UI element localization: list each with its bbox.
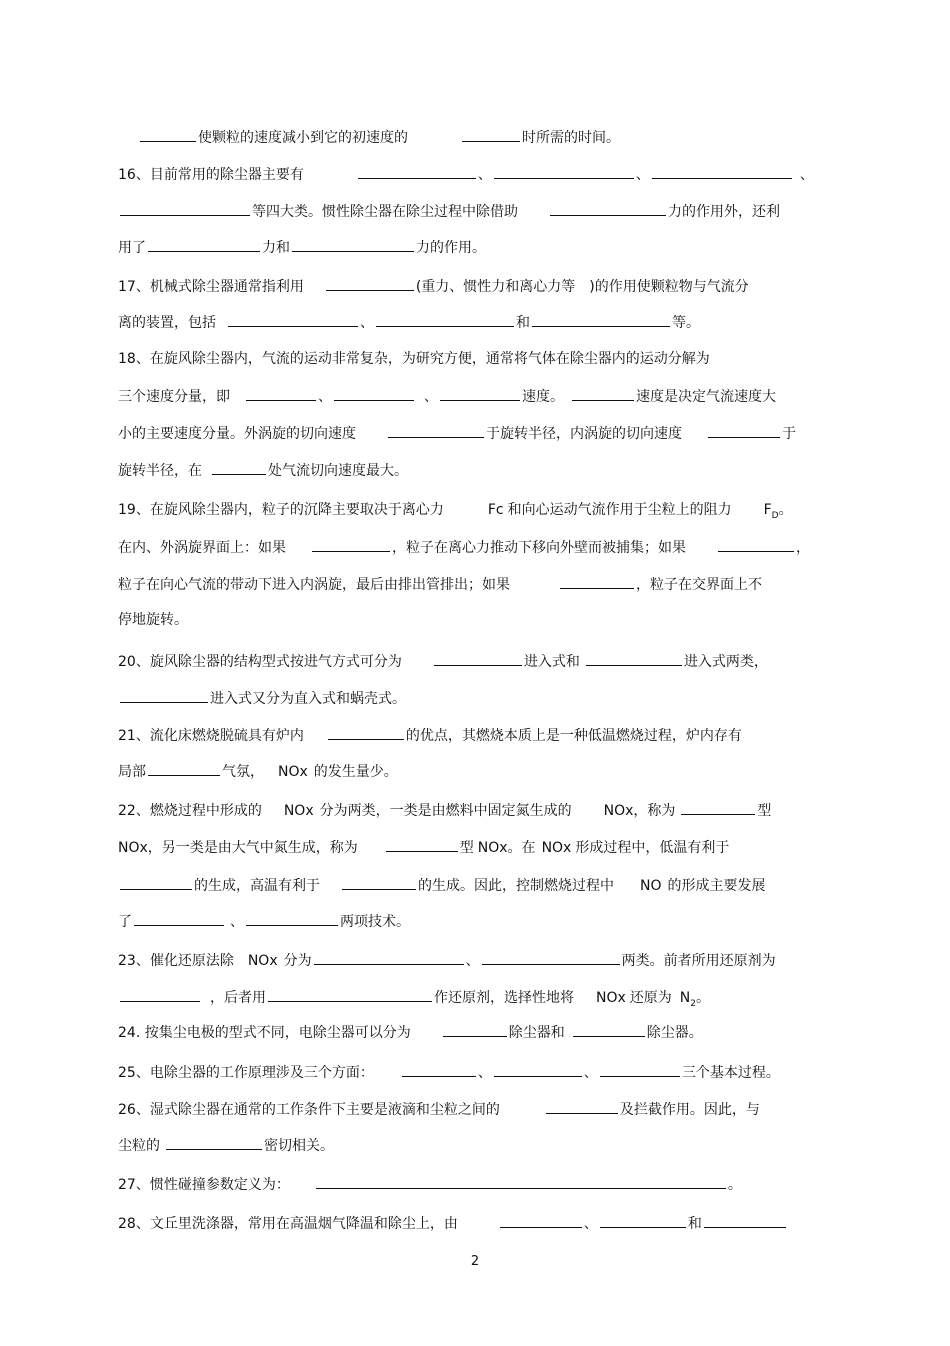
- text: 除尘器。: [646, 1025, 703, 1041]
- blank: [120, 200, 250, 216]
- text: 、: [465, 953, 480, 969]
- blank: [342, 874, 416, 890]
- question-25: 25、电除尘器的工作原理涉及三个方面：: [118, 1065, 374, 1081]
- blank: [376, 311, 514, 327]
- text: 、: [635, 167, 650, 183]
- text: 进入式和: [523, 654, 580, 670]
- text: 速度是决定气流速度大: [636, 389, 776, 405]
- text: 时所需的时间。: [522, 130, 620, 146]
- blank: [560, 573, 634, 589]
- q15-line: [138, 126, 840, 148]
- question-23: 23、催化还原法除: [118, 953, 234, 969]
- text: 密切相关。: [264, 1138, 334, 1154]
- text: 尘粒的: [118, 1138, 160, 1154]
- text: 局部: [118, 764, 146, 780]
- text: NO: [640, 878, 662, 894]
- text: 于: [782, 426, 796, 442]
- text: )的作用使颗粒物与气流分: [589, 279, 749, 295]
- text: 、: [230, 914, 244, 930]
- question-16: 16、目前常用的除尘器主要有: [118, 167, 304, 183]
- text: 进入式又分为直入式和蜗壳式。: [210, 691, 406, 707]
- question-18: 18、在旋风除尘器内，气流的运动非常复杂，为研究方便，通常将气体在除尘器内的运动分解为: [118, 351, 710, 367]
- q22-line-1: [118, 799, 840, 821]
- question-17: 17、机械式除尘器通常指利用: [118, 279, 304, 295]
- text: 粒子在向心气流的带动下进入内涡旋，最后由排出管排出；如果: [118, 577, 510, 593]
- blank: [652, 163, 792, 179]
- text: ，称为: [633, 803, 676, 819]
- blank: [148, 760, 220, 776]
- text: 和向心运动气流作用于尘粒上的阻力: [507, 502, 732, 518]
- q19-line-4: [118, 610, 840, 630]
- text: 形成过程中，低温有利于: [575, 840, 730, 856]
- blank: [120, 687, 208, 703]
- blank: [546, 1098, 618, 1114]
- q26-line-2: [118, 1134, 840, 1156]
- text: 、: [477, 1065, 492, 1081]
- text: 型: [757, 803, 772, 819]
- text: 小的主要速度分量。外涡旋的切向速度: [118, 426, 356, 442]
- text: 等四大类。惯性除尘器在除尘过程中除借助: [252, 204, 518, 220]
- blank: [462, 126, 520, 142]
- blank: [600, 1212, 686, 1228]
- text: 离的装置，包括: [118, 315, 216, 331]
- text: 力的作用。: [416, 240, 486, 256]
- blank: [326, 275, 414, 291]
- q21-line-2: [118, 760, 840, 782]
- text: 使颗粒的速度减小到它的初速度的: [198, 130, 408, 146]
- question-24: 24. 按集尘电极的型式不同，电除尘器可以分为: [118, 1025, 411, 1041]
- blank: [134, 910, 224, 926]
- blank: [212, 459, 266, 475]
- text: ，: [796, 540, 810, 556]
- text: 三个基本过程。: [681, 1065, 780, 1081]
- blank: [600, 1061, 680, 1077]
- blank: [246, 385, 316, 401]
- text: NOx。在: [477, 840, 536, 856]
- question-22: 22、燃烧过程中形成的: [118, 803, 262, 819]
- q25-line: [118, 1061, 840, 1083]
- q19-line-3: [118, 573, 840, 595]
- q19-line-1: [118, 500, 840, 526]
- text: ，粒子在离心力推动下移向外壁而被捕集；如果: [392, 540, 686, 556]
- q23-line-1: [118, 949, 840, 971]
- blank: [328, 724, 404, 740]
- text: 力的作用外，还利: [668, 204, 780, 220]
- question-26: 26、湿式除尘器在通常的工作条件下主要是液滴和尘粒之间的: [118, 1102, 500, 1118]
- text: 、: [424, 389, 438, 405]
- text: 处气流切向速度最大。: [268, 463, 408, 479]
- text: 分为两类，一类是由燃料中固定氮生成的: [319, 803, 572, 819]
- blank: [708, 422, 780, 438]
- text: NOx: [596, 990, 626, 1006]
- q18-line-3: [118, 422, 840, 444]
- text: 及拦截作用。因此，与: [619, 1102, 760, 1118]
- blank: [550, 200, 666, 216]
- q18-line-2: [118, 385, 840, 407]
- blank: [148, 236, 260, 252]
- question-19: 19、在旋风除尘器内，粒子的沉降主要取决于离心力: [118, 502, 444, 518]
- text: 的形成主要发展: [667, 878, 766, 894]
- blank: [704, 1212, 786, 1228]
- q22-line-2: [118, 836, 840, 858]
- blank: [246, 910, 338, 926]
- blank: [402, 1061, 476, 1077]
- blank: [358, 163, 476, 179]
- text: 用了: [118, 240, 146, 256]
- q18-line-4: [118, 459, 840, 481]
- blank: [292, 236, 414, 252]
- blank: [586, 650, 682, 666]
- text: 的生成，高温有利于: [194, 878, 320, 894]
- q24-line: [118, 1021, 840, 1043]
- page-number: 2: [470, 1254, 480, 1269]
- text: 旋转半径，在: [118, 463, 202, 479]
- text: ，粒子在交界面上不: [636, 577, 762, 593]
- blank: [443, 1021, 507, 1037]
- text: 两项技术。: [340, 914, 410, 930]
- blank: [500, 1212, 582, 1228]
- text: 进入式两类，: [683, 654, 768, 670]
- text: NOx: [247, 953, 278, 969]
- q19-line-2: [118, 536, 840, 558]
- question-20: 20、旋风除尘器的结构型式按进气方式可分为: [118, 654, 402, 670]
- q22-line-3: [118, 874, 840, 896]
- blank: [120, 986, 200, 1002]
- text: 的发生量少。: [313, 764, 398, 780]
- text: 停地旋转。: [118, 612, 188, 628]
- text: NOx: [283, 803, 314, 819]
- text: 的优点，其燃烧本质上是一种低温燃烧过程，炉内存有: [405, 728, 742, 744]
- text: NOx: [603, 803, 634, 819]
- blank: [314, 949, 464, 965]
- text: 分为: [283, 953, 312, 969]
- q26-line-1: [118, 1098, 840, 1120]
- text: 两类。前者所用还原剂为: [621, 953, 776, 969]
- text: 和: [687, 1216, 702, 1232]
- blank: [316, 1173, 726, 1189]
- text: 、: [583, 1065, 598, 1081]
- text: N: [679, 990, 691, 1006]
- q27-line: [118, 1173, 840, 1195]
- text: D: [771, 510, 779, 521]
- text: 等。: [672, 315, 700, 331]
- q20-line-1: [118, 650, 840, 672]
- text: 气氛，: [222, 764, 264, 780]
- blank: [718, 536, 794, 552]
- blank: [228, 311, 358, 327]
- text: 、: [799, 167, 814, 183]
- text: Fc: [487, 502, 504, 518]
- text: 三个速度分量，即: [118, 389, 230, 405]
- q16-line-1: [118, 163, 840, 185]
- blank: [482, 949, 620, 965]
- blank: [312, 536, 390, 552]
- text: 在内、外涡旋界面上：如果: [118, 540, 286, 556]
- text: 和: [516, 315, 530, 331]
- q20-line-2: [118, 687, 840, 709]
- text: 型: [459, 840, 474, 856]
- text: 于旋转半径，内涡旋的切向速度: [486, 426, 682, 442]
- text: 、: [318, 389, 332, 405]
- text: F: [763, 502, 772, 518]
- blank: [532, 311, 670, 327]
- blank: [268, 986, 432, 1002]
- text: 的生成。因此，控制燃烧过程中: [418, 878, 614, 894]
- text: 除尘器和: [508, 1025, 565, 1041]
- text: (重力、惯性力和离心力等: [415, 279, 576, 295]
- blank: [386, 836, 458, 852]
- blank: [388, 422, 484, 438]
- text: 作还原剂，选择性地将: [434, 990, 574, 1006]
- blank: [573, 1021, 645, 1037]
- q17-line-1: [118, 275, 840, 297]
- blank: [681, 799, 755, 815]
- q17-line-2: [118, 311, 840, 333]
- text: 、: [583, 1216, 598, 1232]
- blank: [166, 1134, 262, 1150]
- blank: [572, 385, 634, 401]
- text: 。: [778, 502, 793, 518]
- blank: [434, 650, 522, 666]
- text: NOx，另一类是由大气中氮生成，称为: [118, 840, 358, 856]
- blank: [120, 874, 192, 890]
- question-27: 27、惯性碰撞参数定义为：: [118, 1177, 290, 1193]
- text: NOx: [278, 764, 308, 780]
- question-28: 28、文丘里洗涤器，常用在高温烟气降温和除尘上，由: [118, 1216, 458, 1232]
- text: 。: [696, 990, 710, 1006]
- text: 、: [360, 315, 374, 331]
- text: NOx: [541, 840, 572, 856]
- text: 、: [477, 167, 492, 183]
- blank: [440, 385, 520, 401]
- q22-line-4: [118, 910, 840, 932]
- text: 。: [727, 1177, 742, 1193]
- blank: [140, 126, 196, 142]
- blank: [494, 163, 634, 179]
- text: 还原为: [629, 990, 672, 1006]
- q16-line-2: [118, 200, 840, 222]
- blank: [334, 385, 414, 401]
- text: 力和: [262, 240, 290, 256]
- q18-line-1: [118, 349, 840, 369]
- text: 2: [690, 998, 696, 1009]
- q23-line-2: [118, 986, 840, 1014]
- q21-line-1: [118, 724, 840, 746]
- text: ，后者用: [210, 990, 266, 1006]
- blank: [494, 1061, 582, 1077]
- text: 速度。: [522, 389, 564, 405]
- text: 了: [118, 914, 132, 930]
- q16-line-3: [118, 236, 840, 258]
- question-21: 21、流化床燃烧脱硫具有炉内: [118, 728, 304, 744]
- q28-line: [118, 1212, 840, 1234]
